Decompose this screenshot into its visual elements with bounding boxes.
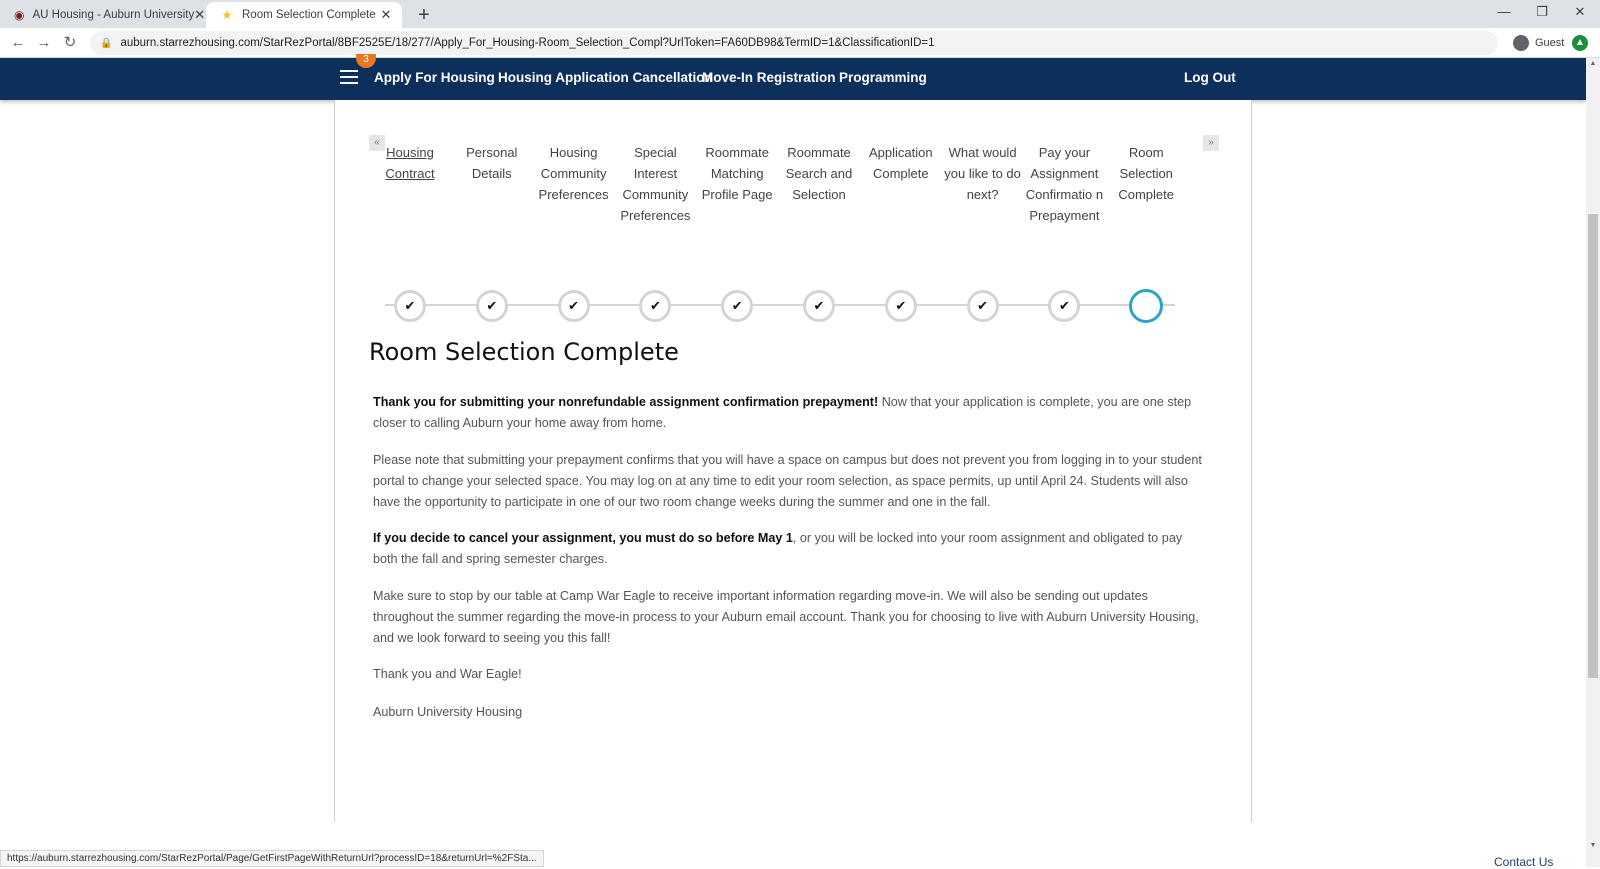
paragraph-thank-you	[373, 392, 1203, 434]
current-step-indicator	[1129, 289, 1163, 323]
cancel-rest: , or you will be locked into your room assignment and obligated to pay both the fall and spring semester charges.	[373, 531, 1183, 566]
step-label: Housing Community Preferences	[538, 145, 609, 202]
address-bar-row	[0, 28, 1600, 58]
step-label: Personal Details	[466, 145, 518, 181]
steps-prev-icon[interactable]: «	[369, 135, 385, 151]
page-title: Room Selection Complete	[369, 338, 679, 366]
nav-move-in-registration[interactable]: Move-In Registration	[702, 70, 836, 85]
new-tab-button[interactable]: +	[418, 4, 430, 26]
steps-next-icon[interactable]: »	[1203, 135, 1219, 151]
completed-step-check-icon: ✔	[476, 290, 508, 322]
paragraph-prepayment-note: Please note that submitting your prepayment confirms that you will have a space on campus but does not prevent you from logging in to your student portal to change your selected space. You may log on at any time to edit your room selection, as space permits, up until April 24. Students will also have the opportunity to participate in one of our two room change weeks during the summer and one in the fall.	[373, 453, 1202, 509]
step-label: Application Complete	[868, 145, 933, 181]
browser-tab-bar	[0, 0, 1600, 28]
step-label: Room Selection Complete	[1118, 145, 1174, 202]
close-window-icon[interactable]: ✕	[1574, 4, 1586, 19]
auburn-favicon-icon: ◉	[14, 8, 25, 22]
nav-housing-application-cancellation[interactable]: Housing Application Cancellation	[498, 70, 713, 85]
tab-title: AU Housing - Auburn University	[32, 9, 195, 21]
reload-icon[interactable]: ↻	[63, 34, 77, 51]
minimize-icon[interactable]: —	[1497, 4, 1511, 19]
lock-icon: 🔒	[100, 37, 113, 49]
hamburger-menu-icon[interactable]	[340, 70, 358, 86]
paragraph-camp-war-eagle: Make sure to stop by our table at Camp War Eagle to receive important information regarding move-in. We will also be sending out updates throughout the summer regarding the move-in process to your Auburn email account. Thank you for choosing to live with Auburn University Housing, and we look forward to seeing you this fall!	[373, 589, 1199, 645]
back-icon[interactable]: ←	[10, 34, 26, 51]
cancel-bold: If you decide to cancel your assignment, you must do so before May 1	[373, 531, 793, 545]
profile-label: Guest	[1535, 37, 1565, 49]
notification-badge[interactable]: 3	[356, 54, 376, 68]
scroll-down-icon[interactable]: ▼	[1589, 842, 1597, 849]
restore-icon[interactable]: ❐	[1536, 4, 1548, 19]
avatar-icon	[1513, 35, 1529, 51]
step-label: What would you like to do next?	[944, 145, 1021, 202]
forward-icon[interactable]: →	[36, 34, 52, 51]
scroll-up-icon[interactable]: ▲	[1589, 60, 1597, 67]
browser-status-bar: https://auburn.starrezhousing.com/StarRezPortal/Page/GetFirstPageWithReturnUrl?processID=18&returnUrl=%2FSta...	[0, 850, 544, 867]
completed-step-check-icon: ✔	[967, 290, 999, 322]
step-label: Special Interest Community Preferences	[620, 145, 691, 223]
scroll-thumb[interactable]	[1588, 214, 1598, 678]
thank-you-rest: Now that your application is complete, you are one step closer to calling Auburn your home away from home.	[373, 395, 1192, 430]
page-scrollbar[interactable]	[1586, 58, 1600, 867]
tab-title: Room Selection Complete	[242, 9, 376, 21]
site-navbar	[0, 54, 1586, 100]
logout-link[interactable]: Log Out	[1184, 70, 1236, 85]
completed-step-check-icon: ✔	[1048, 290, 1080, 322]
main-content	[334, 100, 1252, 822]
thank-you-bold: Thank you for submitting your nonrefundable assignment confirmation prepayment!	[373, 395, 879, 409]
paragraph-cancel	[373, 528, 1203, 570]
step-label: Pay your Assignment Confirmatio n Prepayment	[1025, 145, 1104, 223]
completed-step-check-icon: ✔	[803, 290, 835, 322]
close-tab-icon[interactable]: ✕	[194, 7, 206, 22]
nav-programming[interactable]: Programming	[839, 70, 927, 85]
paragraph-signature: Auburn University Housing	[373, 705, 523, 719]
close-tab-icon[interactable]: ✕	[380, 7, 392, 22]
tab-au-housing[interactable]	[0, 2, 204, 28]
contact-us-link[interactable]: Contact Us	[1494, 855, 1554, 869]
completed-step-check-icon: ✔	[721, 290, 753, 322]
nav-apply-for-housing[interactable]: Apply For Housing	[374, 70, 495, 85]
step-label: Roommate Matching Profile Page	[701, 145, 773, 202]
completed-step-check-icon: ✔	[639, 290, 671, 322]
step-label[interactable]: Housing Contract	[385, 145, 435, 181]
completed-step-check-icon: ✔	[885, 290, 917, 322]
extension-icon[interactable]: ▲	[1572, 35, 1588, 51]
tab-room-selection[interactable]	[206, 2, 402, 28]
url-input[interactable]	[90, 31, 1498, 55]
url-text: auburn.starrezhousing.com/StarRezPortal/8BF2525E/18/277/Apply_For_Housing-Room_Selection_Compl?UrlToken=FA60DB98&TermID=1&ClassificationID=1	[120, 37, 935, 49]
star-favicon-icon: ★	[221, 8, 233, 22]
profile-button[interactable]	[1505, 32, 1572, 54]
step-label: Roommate Search and Selection	[785, 145, 853, 202]
paragraph-war-eagle: Thank you and War Eagle!	[373, 667, 522, 681]
completed-step-check-icon: ✔	[394, 290, 426, 322]
completed-step-check-icon: ✔	[558, 290, 590, 322]
